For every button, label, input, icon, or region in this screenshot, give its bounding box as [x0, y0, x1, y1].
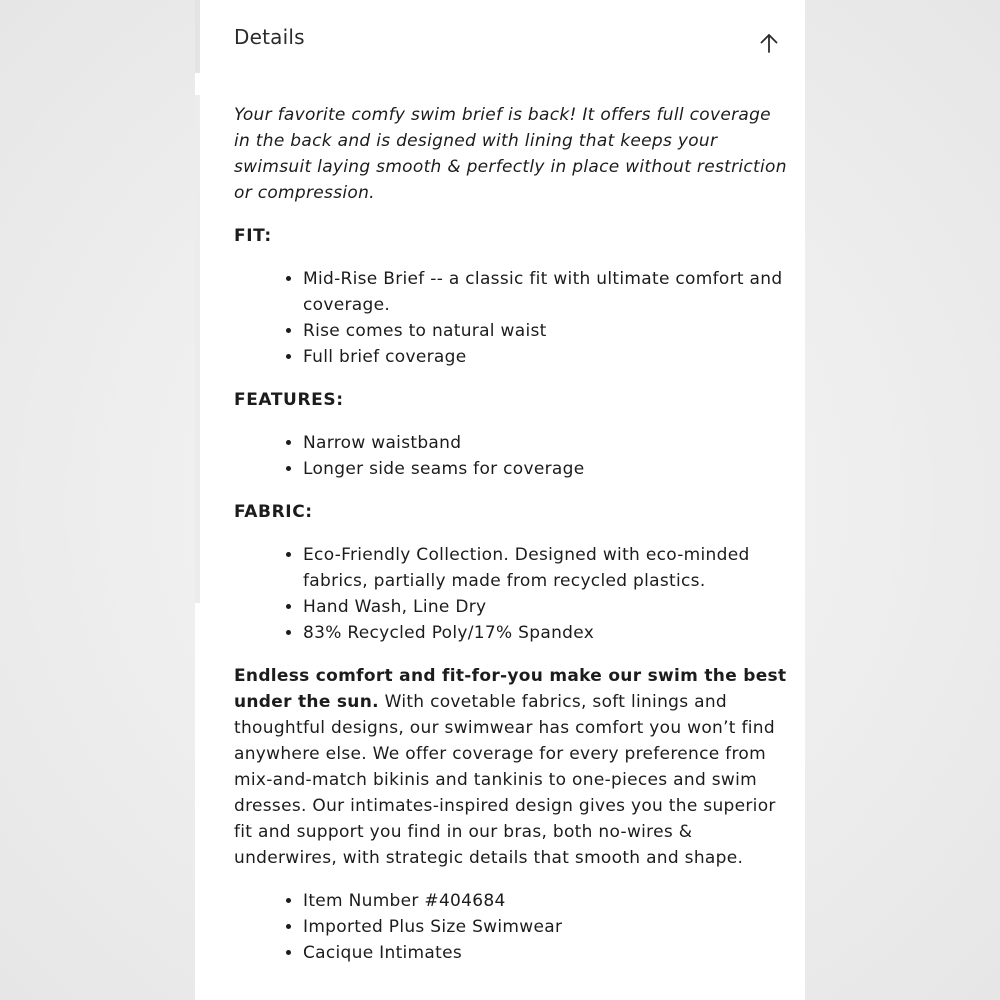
list-item: • Full brief coverage [303, 344, 789, 370]
list-item: • Item Number #404684 [303, 888, 789, 914]
list-item: • Longer side seams for coverage [303, 456, 789, 482]
list-item: • Rise comes to natural waist [303, 318, 789, 344]
fit-list [234, 266, 789, 370]
fabric-list [234, 542, 789, 646]
accordion-left-border [195, 0, 200, 73]
closing-body-text: With covetable fabrics, soft linings and thoughtful designs, our swimwear has comfort you won’t find anywhere else. We offer coverage for every preference from mix-and-match bikinis and tankinis to one-pieces and swim dresses. Our intimates-inspired design gives you the superior fit and support you find in our bras, both no-wires & underwires, with strategic details that smooth and shape. [234, 692, 776, 868]
fit-heading: FIT: [234, 226, 272, 246]
features-heading: FEATURES: [234, 390, 344, 410]
list-item: • 83% Recycled Poly/17% Spandex [303, 620, 789, 646]
list-item: • Narrow waistband [303, 430, 789, 456]
features-list [234, 430, 789, 482]
closing-paragraph [234, 663, 789, 871]
content-left-border [195, 95, 200, 603]
list-item: • Cacique Intimates [303, 940, 789, 966]
fabric-heading: FABRIC: [234, 502, 313, 522]
accordion-title[interactable]: Details [234, 25, 305, 49]
list-item: • Imported Plus Size Swimwear [303, 914, 789, 940]
list-item: • Eco-Friendly Collection. Designed with eco-minded fabrics, partially made from recycled plastics. [303, 542, 789, 594]
collapse-button[interactable] [756, 30, 782, 56]
closing-bold-text: Endless comfort and fit-for-you make our swim the best under the sun. [234, 666, 787, 712]
intro-text: Your favorite comfy swim brief is back! It offers full coverage in the back and is designed with lining that keeps your swimsuit laying smooth & perfectly in place without restriction or compression. [234, 105, 787, 203]
details-content [234, 102, 789, 983]
list-item: • Mid-Rise Brief -- a classic fit with ultimate comfort and coverage. [303, 266, 789, 318]
list-item: • Hand Wash, Line Dry [303, 594, 789, 620]
product-info-list [234, 888, 789, 966]
arrow-up-icon [756, 30, 782, 56]
